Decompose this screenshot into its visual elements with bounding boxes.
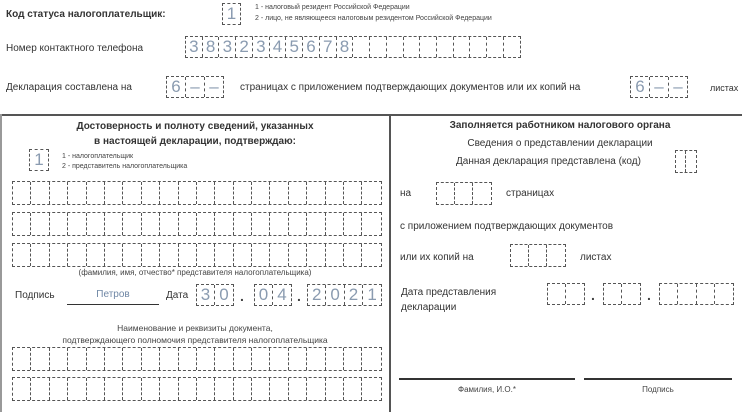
date-digit: 1: [367, 285, 377, 304]
section-divider-horizontal: [0, 114, 742, 116]
sheets-digit: –: [673, 77, 683, 96]
date-cell: [548, 284, 566, 304]
char-cell: [142, 378, 160, 400]
phone-digit: 8: [203, 37, 220, 57]
char-cell: [307, 348, 325, 370]
char-cell: [142, 244, 160, 266]
fio-caption: Фамилия, И.О.*: [458, 385, 516, 394]
phone-digit: [454, 37, 471, 57]
date-year-field[interactable]: [307, 284, 382, 306]
phone-digit: [504, 37, 520, 57]
char-cell: [105, 378, 123, 400]
received-pages-label: страницах: [506, 188, 555, 199]
char-cell: [123, 182, 141, 204]
char-cell: [105, 182, 123, 204]
sheets-digit: –: [650, 77, 669, 97]
char-cell: [87, 244, 105, 266]
char-cell: [68, 182, 86, 204]
char-cell: [197, 378, 215, 400]
char-cell: [13, 213, 31, 235]
char-cell: [179, 348, 197, 370]
document-row-2[interactable]: [12, 377, 382, 401]
date-separator: .: [297, 288, 301, 304]
representative-name-caption: (фамилия, имя, отчество* представителя налогоплательщика): [78, 268, 312, 277]
char-cell: [252, 244, 270, 266]
char-cell: [87, 182, 105, 204]
char-cell: [13, 378, 31, 400]
sheets-digit: 6: [631, 77, 650, 97]
char-cell: [270, 244, 288, 266]
phone-digit: 3: [186, 37, 203, 57]
char-cell: [105, 244, 123, 266]
phone-digit: [470, 37, 487, 57]
signature-label: Подпись: [15, 290, 55, 301]
pages-cell: [473, 183, 491, 204]
pages-digit: 6: [167, 77, 186, 97]
document-title-1: Наименование и реквизиты документа,: [117, 323, 273, 333]
phone-digit: [370, 37, 387, 57]
char-cell: [179, 182, 197, 204]
char-cell: [252, 213, 270, 235]
char-cell: [31, 348, 49, 370]
phone-digit: 4: [270, 37, 287, 57]
char-cell: [13, 182, 31, 204]
taxpayer-status-option-1: 1 - налоговый резидент Российской Федерации: [255, 4, 410, 11]
date-digit: 2: [345, 285, 363, 305]
char-cell: [142, 213, 160, 235]
phone-digit: [487, 37, 504, 57]
date-cell: [566, 284, 584, 304]
submission-day-field[interactable]: [547, 283, 585, 305]
char-cell: [68, 348, 86, 370]
phone-digit: [437, 37, 454, 57]
date-digit: 0: [255, 285, 273, 305]
char-cell: [270, 348, 288, 370]
left-section-title-2: в настоящей декларации, подтверждаю:: [94, 136, 296, 147]
char-cell: [252, 378, 270, 400]
pages-digit: –: [209, 77, 219, 96]
sheets-field[interactable]: [630, 76, 688, 98]
signature-line: [584, 378, 732, 380]
char-cell: [142, 182, 160, 204]
char-cell: [123, 244, 141, 266]
char-cell: [252, 182, 270, 204]
char-cell: [197, 244, 215, 266]
date-separator: .: [240, 288, 244, 304]
char-cell: [68, 378, 86, 400]
char-cell: [215, 182, 233, 204]
char-cell: [160, 244, 178, 266]
char-cell: [362, 213, 380, 235]
confirmer-option-1: 1 - налогоплательщик: [62, 153, 134, 160]
char-cell: [252, 348, 270, 370]
taxpayer-status-option-2: 2 - лицо, не являющееся налоговым резидентом Российской Федерации: [255, 15, 492, 22]
right-section-title: Заполняется работником налогового органа: [449, 120, 671, 131]
char-cell: [179, 213, 197, 235]
char-cell: [31, 213, 49, 235]
date-cell: [715, 284, 733, 304]
char-cell: [142, 348, 160, 370]
char-cell: [197, 182, 215, 204]
char-cell: [289, 182, 307, 204]
char-cell: [344, 378, 362, 400]
char-cell: [160, 348, 178, 370]
pages-digit: –: [186, 77, 205, 97]
char-cell: [362, 244, 380, 266]
representative-name-row-2[interactable]: [12, 212, 382, 236]
taxpayer-status-label: Код статуса налогоплательщик:: [6, 9, 166, 20]
char-cell: [105, 213, 123, 235]
char-cell: [160, 182, 178, 204]
date-separator: .: [591, 287, 595, 303]
phone-digit: [387, 37, 404, 57]
phone-digit: 6: [303, 37, 320, 57]
char-cell: [68, 244, 86, 266]
char-cell: [326, 244, 344, 266]
char-cell: [270, 213, 288, 235]
date-cell: [678, 284, 696, 304]
char-cell: [215, 378, 233, 400]
char-cell: [344, 348, 362, 370]
char-cell: [87, 378, 105, 400]
char-cell: [326, 182, 344, 204]
char-cell: [50, 244, 68, 266]
submitted-code-label: Данная декларация представлена (код): [456, 156, 641, 167]
char-cell: [234, 348, 252, 370]
taxpayer-status-field[interactable]: [222, 3, 241, 25]
char-cell: [362, 348, 380, 370]
copies-label: или их копий на: [400, 252, 474, 263]
char-cell: [307, 182, 325, 204]
char-cell: [234, 378, 252, 400]
phone-digit: 2: [236, 37, 253, 57]
char-cell: [307, 213, 325, 235]
char-cell: [215, 348, 233, 370]
char-cell: [307, 244, 325, 266]
phone-digit: 3: [253, 37, 270, 57]
left-border: [0, 114, 2, 412]
phone-digit: 8: [337, 37, 354, 57]
phone-digit: 5: [286, 37, 303, 57]
attachment-label: с приложением подтверждающих документов: [400, 221, 614, 232]
sheets-label: листах: [710, 83, 739, 93]
char-cell: [362, 378, 380, 400]
char-cell: [289, 348, 307, 370]
date-cell: [660, 284, 678, 304]
char-cell: [197, 213, 215, 235]
phone-label: Номер контактного телефона: [6, 43, 144, 54]
char-cell: [197, 348, 215, 370]
char-cell: [50, 378, 68, 400]
sheets-cell: [529, 245, 547, 266]
submission-date-label-1: Дата представления: [401, 287, 497, 298]
document-title-2: подтверждающего полномочия представителя налогоплательщика: [62, 335, 328, 345]
pages-label: Декларация составлена на: [6, 82, 132, 93]
signature-field[interactable]: Петров: [67, 286, 159, 305]
char-cell: [160, 378, 178, 400]
pages-cell: [437, 183, 455, 204]
char-cell: [289, 213, 307, 235]
section-divider-vertical: [389, 114, 391, 412]
char-cell: [344, 244, 362, 266]
phone-digit: 7: [320, 37, 337, 57]
date-cell: [622, 284, 640, 304]
pages-middle-label: страницах с приложением подтверждающих документов или их копий на: [240, 82, 581, 93]
date-digit: 0: [219, 285, 229, 304]
code-cell: [676, 151, 686, 172]
char-cell: [13, 348, 31, 370]
document-row-1[interactable]: [12, 347, 382, 371]
received-pages-field[interactable]: [436, 182, 492, 205]
char-cell: [326, 348, 344, 370]
char-cell: [215, 244, 233, 266]
date-digit: 4: [277, 285, 287, 304]
confirmer-value: 1: [34, 150, 44, 169]
phone-field[interactable]: [185, 36, 521, 58]
date-month-field[interactable]: [254, 284, 292, 306]
char-cell: [123, 213, 141, 235]
date-digit: 2: [308, 285, 326, 305]
phone-digit: [353, 37, 370, 57]
char-cell: [179, 378, 197, 400]
char-cell: [362, 182, 380, 204]
phone-digit: [420, 37, 437, 57]
sheets-cell: [547, 245, 565, 266]
char-cell: [31, 378, 49, 400]
pages-cell: [455, 183, 473, 204]
left-section-title-1: Достоверность и полноту сведений, указанных: [76, 121, 314, 132]
char-cell: [13, 244, 31, 266]
char-cell: [179, 244, 197, 266]
phone-digit: [404, 37, 421, 57]
sheets-cell: [511, 245, 529, 266]
right-section-subtitle: Сведения о представлении декларации: [467, 138, 653, 149]
char-cell: [234, 182, 252, 204]
char-cell: [31, 244, 49, 266]
char-cell: [234, 244, 252, 266]
fio-line: [399, 378, 575, 380]
submission-year-field[interactable]: [659, 283, 734, 305]
date-separator: .: [647, 287, 651, 303]
char-cell: [289, 244, 307, 266]
char-cell: [31, 182, 49, 204]
signature-caption: Подпись: [642, 385, 674, 394]
code-cell: [686, 151, 696, 172]
char-cell: [123, 348, 141, 370]
char-cell: [215, 213, 233, 235]
on-label: на: [400, 188, 412, 199]
date-label: Дата: [166, 290, 189, 301]
date-day-field[interactable]: [196, 284, 234, 306]
char-cell: [50, 182, 68, 204]
char-cell: [105, 348, 123, 370]
char-cell: [234, 213, 252, 235]
char-cell: [50, 348, 68, 370]
submission-month-field[interactable]: [603, 283, 641, 305]
submission-date-label-2: декларации: [401, 302, 457, 313]
date-cell: [604, 284, 622, 304]
char-cell: [87, 213, 105, 235]
char-cell: [123, 378, 141, 400]
char-cell: [344, 213, 362, 235]
representative-name-row-1[interactable]: [12, 181, 382, 205]
received-sheets-label: листах: [580, 252, 612, 263]
char-cell: [326, 213, 344, 235]
taxpayer-status-value: 1: [226, 4, 237, 23]
received-sheets-field[interactable]: [510, 244, 566, 267]
phone-digit: 3: [219, 37, 236, 57]
date-digit: 0: [326, 285, 344, 305]
char-cell: [307, 378, 325, 400]
char-cell: [68, 213, 86, 235]
char-cell: [270, 182, 288, 204]
confirmer-field[interactable]: [29, 149, 49, 171]
char-cell: [326, 378, 344, 400]
representative-name-row-3[interactable]: [12, 243, 382, 267]
char-cell: [270, 378, 288, 400]
char-cell: [160, 213, 178, 235]
char-cell: [87, 348, 105, 370]
submitted-code-field[interactable]: [675, 150, 697, 173]
char-cell: [289, 378, 307, 400]
pages-field[interactable]: [166, 76, 224, 98]
date-cell: [697, 284, 715, 304]
confirmer-option-2: 2 - представитель налогоплательщика: [62, 163, 188, 170]
date-digit: 3: [197, 285, 215, 305]
char-cell: [50, 213, 68, 235]
char-cell: [344, 182, 362, 204]
